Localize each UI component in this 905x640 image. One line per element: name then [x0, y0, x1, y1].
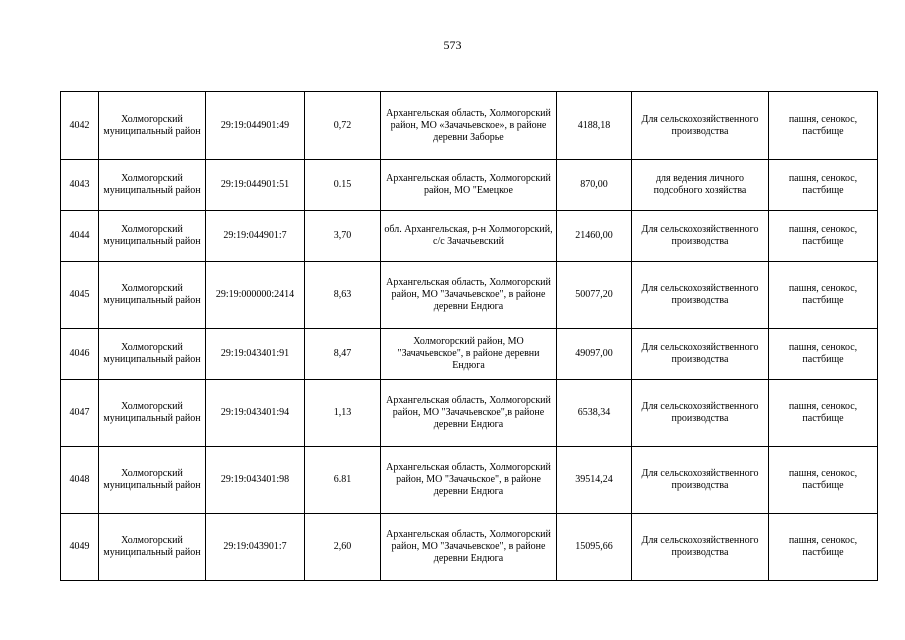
cadastral-value-cell: 4188,18	[557, 92, 632, 160]
location-cell: Архангельская область, Холмогорский район, МО "Зачачьевское",в районе деревни Ендюга	[381, 380, 557, 447]
row-number: 4046	[61, 329, 99, 380]
row-number: 4049	[61, 514, 99, 581]
land-usage-cell: пашня, сенокос, пастбище	[769, 380, 878, 447]
area-cell: 8,47	[305, 329, 381, 380]
cadastral-number-cell: 29:19:000000:2414	[206, 262, 305, 329]
cadastral-number-cell: 29:19:043401:98	[206, 447, 305, 514]
cadastral-number-cell: 29:19:043401:91	[206, 329, 305, 380]
permitted-use-cell: Для сельскохозяйственного производства	[632, 92, 769, 160]
district-cell: Холмогорский муниципальный район	[99, 380, 206, 447]
district-cell: Холмогорский муниципальный район	[99, 211, 206, 262]
cadastral-number-cell: 29:19:044901:51	[206, 160, 305, 211]
land-usage-cell: пашня, сенокос, пастбище	[769, 262, 878, 329]
district-cell: Холмогорский муниципальный район	[99, 92, 206, 160]
page-number: 573	[443, 38, 462, 52]
area-cell: 8,63	[305, 262, 381, 329]
area-cell: 0,72	[305, 92, 381, 160]
location-cell: Архангельская область, Холмогорский район, МО "Емецкое	[381, 160, 557, 211]
table-body	[61, 92, 878, 581]
row-number: 4048	[61, 447, 99, 514]
cadastral-value-cell: 15095,66	[557, 514, 632, 581]
cadastral-number-cell: 29:19:043401:94	[206, 380, 305, 447]
land-usage-cell: пашня, сенокос, пастбище	[769, 211, 878, 262]
district-cell: Холмогорский муниципальный район	[99, 160, 206, 211]
area-cell: 6.81	[305, 447, 381, 514]
cadastral-number-cell: 29:19:044901:7	[206, 211, 305, 262]
area-cell: 3,70	[305, 211, 381, 262]
permitted-use-cell: Для сельскохозяйственного производства	[632, 514, 769, 581]
location-cell: Архангельская область, Холмогорский район, МО "Зачачьское", в районе деревни Ендюга	[381, 447, 557, 514]
land-usage-cell: пашня, сенокос, пастбище	[769, 160, 878, 211]
district-cell: Холмогорский муниципальный район	[99, 262, 206, 329]
table-row	[61, 211, 878, 262]
table-row	[61, 92, 878, 160]
land-usage-cell: пашня, сенокос, пастбище	[769, 329, 878, 380]
location-cell: Архангельская область, Холмогорский район, МО "Зачачьевское", в районе деревни Ендюга	[381, 514, 557, 581]
permitted-use-cell: Для сельскохозяйственного производства	[632, 329, 769, 380]
permitted-use-cell: Для сельскохозяйственного производства	[632, 211, 769, 262]
table-row	[61, 447, 878, 514]
row-number: 4043	[61, 160, 99, 211]
land-usage-cell: пашня, сенокос, пастбище	[769, 447, 878, 514]
location-cell: Холмогорский район, МО "Зачачьевское", в районе деревни Ендюга	[381, 329, 557, 380]
cadastral-value-cell: 870,00	[557, 160, 632, 211]
cadastral-value-cell: 21460,00	[557, 211, 632, 262]
cadastral-value-cell: 49097,00	[557, 329, 632, 380]
table-row	[61, 380, 878, 447]
table-row	[61, 262, 878, 329]
permitted-use-cell: Для сельскохозяйственного производства	[632, 262, 769, 329]
land-usage-cell: пашня, сенокос, пастбище	[769, 514, 878, 581]
area-cell: 0.15	[305, 160, 381, 211]
permitted-use-cell: Для сельскохозяйственного производства	[632, 447, 769, 514]
table-row	[61, 329, 878, 380]
district-cell: Холмогорский муниципальный район	[99, 514, 206, 581]
location-cell: обл. Архангельская, р-н Холмогорский, с/с Зачачьевский	[381, 211, 557, 262]
land-plots-table	[60, 91, 878, 581]
cadastral-value-cell: 50077,20	[557, 262, 632, 329]
table-row	[61, 160, 878, 211]
permitted-use-cell: для ведения личного подсобного хозяйства	[632, 160, 769, 211]
permitted-use-cell: Для сельскохозяйственного производства	[632, 380, 769, 447]
land-usage-cell: пашня, сенокос, пастбище	[769, 92, 878, 160]
district-cell: Холмогорский муниципальный район	[99, 329, 206, 380]
cadastral-number-cell: 29:19:043901:7	[206, 514, 305, 581]
cadastral-value-cell: 6538,34	[557, 380, 632, 447]
location-cell: Архангельская область, Холмогорский район, МО "Зачачьевское", в районе деревни Ендюга	[381, 262, 557, 329]
area-cell: 1,13	[305, 380, 381, 447]
row-number: 4045	[61, 262, 99, 329]
area-cell: 2,60	[305, 514, 381, 581]
cadastral-number-cell: 29:19:044901:49	[206, 92, 305, 160]
location-cell: Архангельская область, Холмогорский район, МО «Зачачьевское», в районе деревни Заборье	[381, 92, 557, 160]
table-row	[61, 514, 878, 581]
row-number: 4042	[61, 92, 99, 160]
row-number: 4044	[61, 211, 99, 262]
cadastral-value-cell: 39514,24	[557, 447, 632, 514]
row-number: 4047	[61, 380, 99, 447]
district-cell: Холмогорский муниципальный район	[99, 447, 206, 514]
